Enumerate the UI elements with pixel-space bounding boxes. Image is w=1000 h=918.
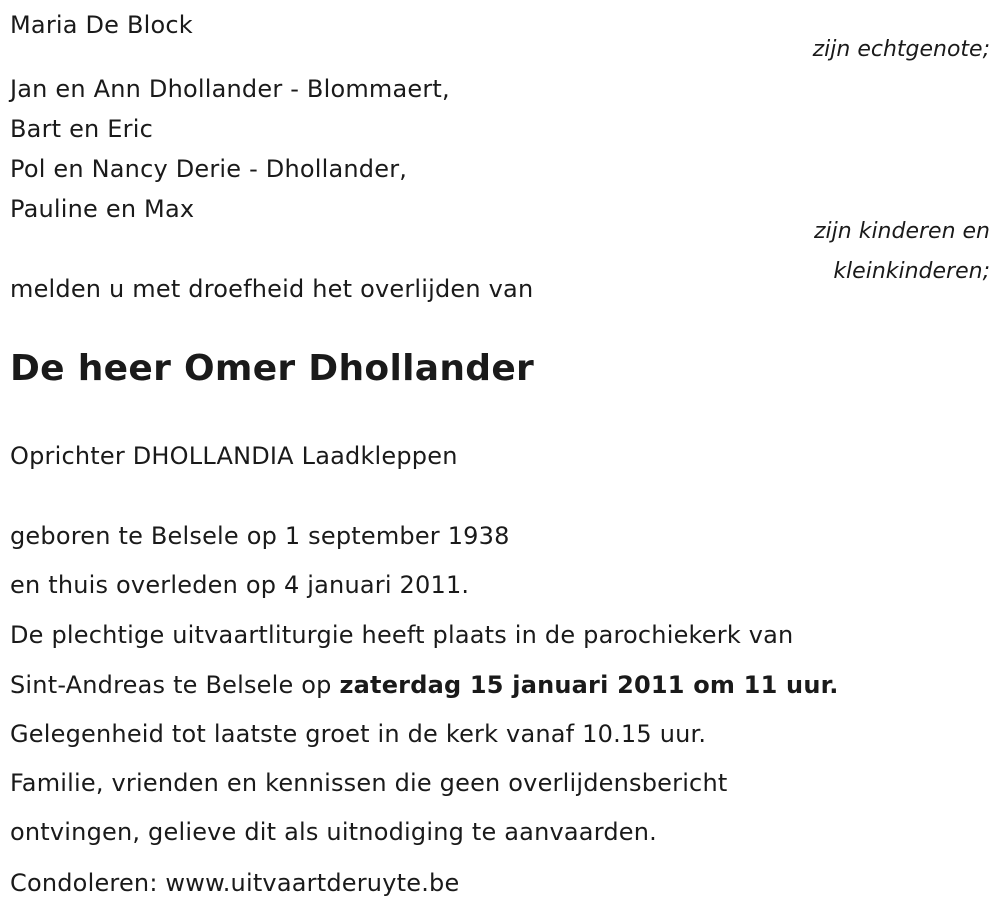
funeral-line: De plechtige uitvaartliturgie heeft plaats in de parochiekerk van — [10, 621, 794, 649]
deceased-title: Oprichter DHOLLANDIA Laadkleppen — [10, 442, 458, 470]
child-line: Pauline en Max — [10, 195, 195, 223]
farewell-line: Gelegenheid tot laatste groet in de kerk vanaf 10.15 uur. — [10, 720, 707, 748]
child-line: Jan en Ann Dhollander - Blommaert, — [10, 75, 450, 103]
notice-line: ontvingen, gelieve dit als uitnodiging te aanvaarden. — [10, 818, 657, 846]
funeral-date: zaterdag 15 januari 2011 om 11 uur. — [339, 671, 839, 699]
announcement: melden u met droefheid het overlijden van — [10, 275, 534, 303]
child-line: Bart en Eric — [10, 115, 153, 143]
funeral-date-line — [10, 670, 839, 700]
children-role-line: zijn kinderen en — [814, 219, 990, 244]
funeral-location: Sint-Andreas te Belsele op — [10, 671, 340, 699]
deceased-name: De heer Omer Dhollander — [10, 348, 535, 389]
birth-line: geboren te Belsele op 1 september 1938 — [10, 522, 510, 550]
death-line: en thuis overleden op 4 januari 2011. — [10, 571, 470, 599]
spouse-name: Maria De Block — [10, 11, 193, 39]
children-role-line: kleinkinderen; — [833, 259, 990, 284]
notice-line: Familie, vrienden en kennissen die geen overlijdensbericht — [10, 769, 728, 797]
spouse-role: zijn echtgenote; — [812, 37, 990, 62]
child-line: Pol en Nancy Derie - Dhollander, — [10, 155, 408, 183]
condolence-line: Condoleren: www.uitvaartderuyte.be — [10, 869, 460, 897]
